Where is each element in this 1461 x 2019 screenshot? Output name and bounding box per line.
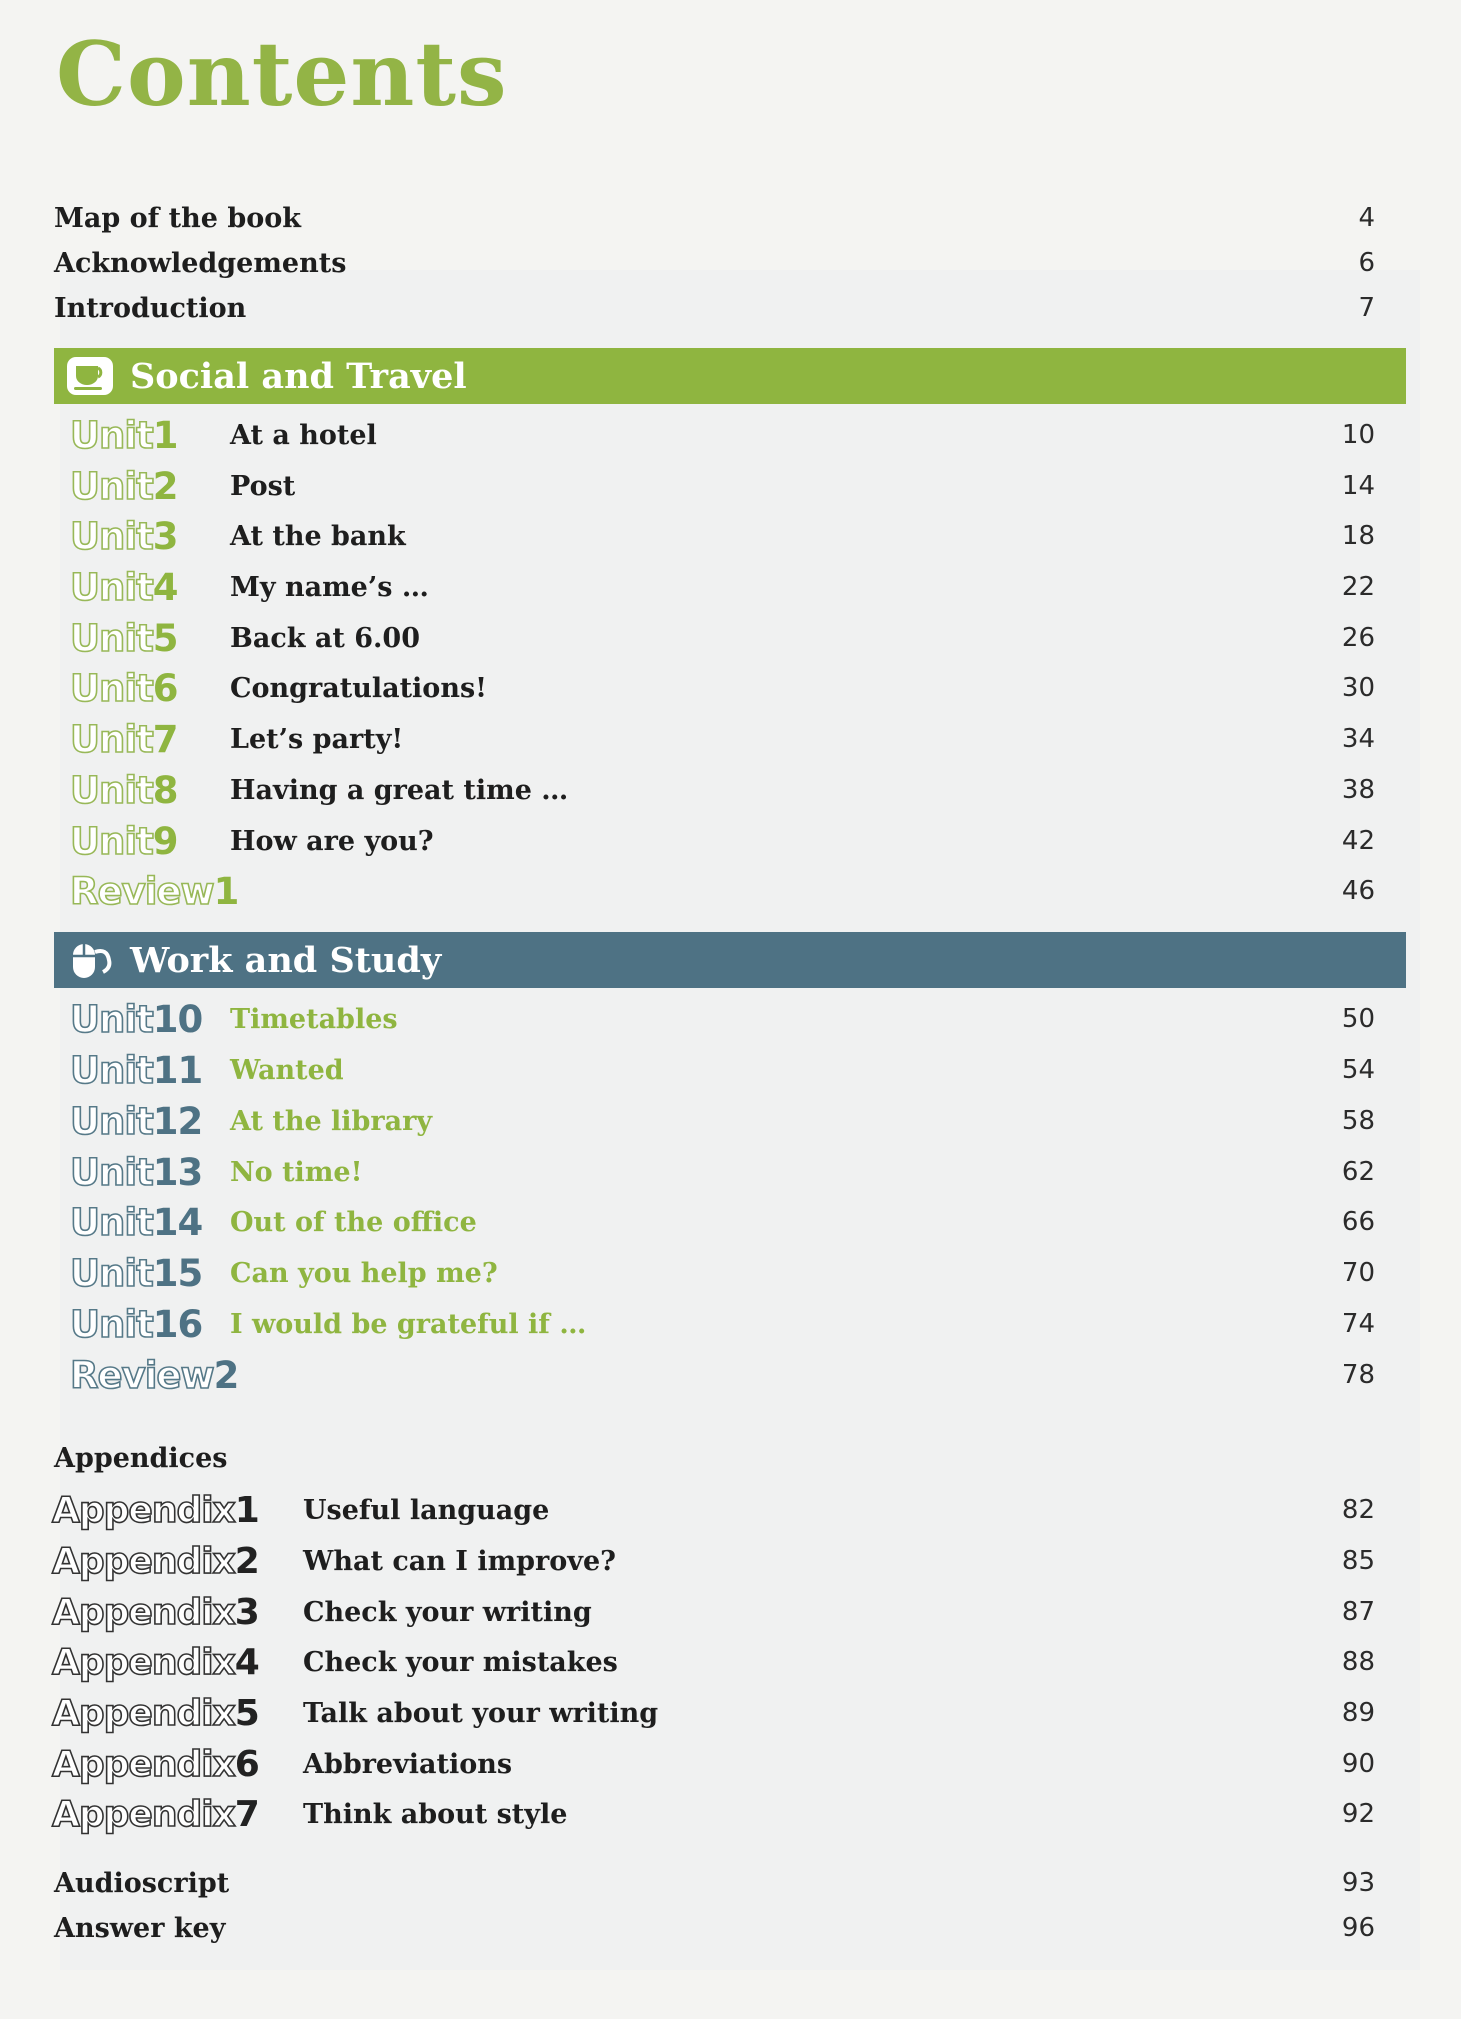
page-number: 66 <box>1341 1207 1375 1237</box>
page-number: 18 <box>1341 521 1375 551</box>
page-number: 22 <box>1341 572 1375 602</box>
appendix-label: Appendix2 <box>52 1540 259 1582</box>
toc-entry-label: Acknowledgements <box>54 247 347 279</box>
appendix-label: Appendix3 <box>52 1591 259 1633</box>
review-entry[interactable] <box>70 867 1375 915</box>
unit-label: Unit5 <box>70 616 178 660</box>
unit-title: At a hotel <box>230 419 377 451</box>
unit-title: Having a great time … <box>230 774 569 806</box>
appendix-entry[interactable] <box>52 1689 1375 1737</box>
unit-title: At the library <box>230 1105 433 1137</box>
unit-entry[interactable] <box>70 614 1375 662</box>
appendix-title: Talk about your writing <box>303 1697 659 1729</box>
unit-label: Unit16 <box>70 1302 203 1346</box>
toc-entry-answer-key[interactable] <box>54 1906 1375 1950</box>
unit-label: Unit1 <box>70 413 178 457</box>
unit-entry[interactable] <box>70 766 1375 814</box>
page-title: Contents <box>56 22 508 126</box>
mouse-icon <box>60 932 120 988</box>
toc-entry-map-of-the-book[interactable] <box>54 196 1375 240</box>
page-number: 93 <box>1341 1868 1375 1898</box>
unit-title: Timetables <box>230 1003 398 1035</box>
unit-entry[interactable] <box>70 1046 1375 1094</box>
appendix-label: Appendix4 <box>52 1641 259 1683</box>
appendix-title: Check your mistakes <box>303 1646 618 1678</box>
unit-entry[interactable] <box>70 1300 1375 1348</box>
page-number: 85 <box>1341 1546 1375 1576</box>
appendices-heading-row <box>54 1436 1375 1480</box>
appendix-title: Abbreviations <box>303 1748 513 1780</box>
page-number: 70 <box>1341 1258 1375 1288</box>
appendix-label: Appendix1 <box>52 1489 259 1531</box>
unit-title: Out of the office <box>230 1206 477 1238</box>
unit-label: Unit2 <box>70 464 178 508</box>
page-number: 74 <box>1341 1309 1375 1339</box>
unit-entry[interactable] <box>70 1249 1375 1297</box>
unit-label: Unit3 <box>70 514 178 558</box>
page-number: 42 <box>1341 826 1375 856</box>
unit-label: Unit6 <box>70 666 178 710</box>
appendix-label: Appendix7 <box>52 1793 259 1835</box>
page-number: 96 <box>1341 1913 1375 1943</box>
toc-entry-label: Answer key <box>54 1912 226 1944</box>
page-number: 26 <box>1341 623 1375 653</box>
appendices-heading: Appendices <box>54 1442 228 1474</box>
page-number: 89 <box>1341 1698 1375 1728</box>
page-number: 54 <box>1341 1055 1375 1085</box>
appendix-title: What can I improve? <box>303 1545 616 1577</box>
page-number: 30 <box>1341 673 1375 703</box>
review-label: Review2 <box>70 1353 239 1397</box>
unit-label: Unit4 <box>70 565 178 609</box>
appendix-entry[interactable] <box>52 1588 1375 1636</box>
page-number: 58 <box>1341 1106 1375 1136</box>
unit-title: At the bank <box>230 520 406 552</box>
page-number: 87 <box>1341 1597 1375 1627</box>
toc-entry-label: Map of the book <box>54 202 301 234</box>
unit-label: Unit15 <box>70 1251 203 1295</box>
page-number: 90 <box>1341 1749 1375 1779</box>
unit-label: Unit11 <box>70 1048 203 1092</box>
appendix-entry[interactable] <box>52 1486 1375 1534</box>
page-number: 6 <box>1358 248 1375 278</box>
unit-label: Unit13 <box>70 1150 203 1194</box>
page-number: 10 <box>1341 420 1375 450</box>
page-number: 62 <box>1341 1157 1375 1187</box>
page-number: 34 <box>1341 724 1375 754</box>
unit-entry[interactable] <box>70 817 1375 865</box>
unit-title: No time! <box>230 1156 363 1188</box>
unit-label: Unit12 <box>70 1099 203 1143</box>
review-entry[interactable] <box>70 1351 1375 1399</box>
unit-title: Let’s party! <box>230 723 404 755</box>
unit-entry[interactable] <box>70 995 1375 1043</box>
toc-entry-acknowledgements[interactable] <box>54 241 1375 285</box>
page-number: 88 <box>1341 1647 1375 1677</box>
unit-entry[interactable] <box>70 411 1375 459</box>
appendix-title: Useful language <box>303 1494 550 1526</box>
unit-title: My name’s … <box>230 571 429 603</box>
unit-title: How are you? <box>230 825 434 857</box>
unit-entry[interactable] <box>70 462 1375 510</box>
appendix-entry[interactable] <box>52 1790 1375 1838</box>
unit-label: Unit7 <box>70 717 178 761</box>
appendix-entry[interactable] <box>52 1537 1375 1585</box>
page-number: 38 <box>1341 775 1375 805</box>
page-number: 14 <box>1341 471 1375 501</box>
page-number: 7 <box>1358 293 1375 323</box>
unit-entry[interactable] <box>70 1097 1375 1145</box>
unit-title: Can you help me? <box>230 1257 498 1289</box>
appendix-title: Think about style <box>303 1798 568 1830</box>
toc-entry-audioscript[interactable] <box>54 1861 1375 1905</box>
unit-title: Back at 6.00 <box>230 622 420 654</box>
page-number: 82 <box>1341 1495 1375 1525</box>
unit-title: Congratulations! <box>230 672 488 704</box>
toc-entry-label: Audioscript <box>54 1867 230 1899</box>
unit-entry[interactable] <box>70 563 1375 611</box>
appendix-title: Check your writing <box>303 1596 592 1628</box>
coffee-cup-icon <box>60 348 120 404</box>
page-number: 46 <box>1341 876 1375 906</box>
review-label: Review1 <box>70 869 239 913</box>
appendix-entry[interactable] <box>52 1740 1375 1788</box>
page-number: 50 <box>1341 1004 1375 1034</box>
unit-entry[interactable] <box>70 1148 1375 1196</box>
appendix-entry[interactable] <box>52 1638 1375 1686</box>
unit-title: Wanted <box>230 1054 344 1086</box>
section-title: Work and Study <box>130 939 442 981</box>
unit-title: I would be grateful if … <box>230 1308 587 1340</box>
unit-entry[interactable] <box>70 664 1375 712</box>
page-number: 78 <box>1341 1360 1375 1390</box>
unit-label: Unit14 <box>70 1200 203 1244</box>
section-header-work-and-study <box>54 932 1406 988</box>
unit-label: Unit8 <box>70 768 178 812</box>
page-number: 4 <box>1358 203 1375 233</box>
unit-entry[interactable] <box>70 1198 1375 1246</box>
unit-title: Post <box>230 470 296 502</box>
unit-label: Unit10 <box>70 997 203 1041</box>
appendix-label: Appendix6 <box>52 1743 259 1785</box>
appendix-label: Appendix5 <box>52 1692 259 1734</box>
unit-entry[interactable] <box>70 512 1375 560</box>
toc-entry-introduction[interactable] <box>54 286 1375 330</box>
unit-entry[interactable] <box>70 715 1375 763</box>
section-title: Social and Travel <box>130 355 467 397</box>
section-header-social-and-travel <box>54 348 1406 404</box>
toc-entry-label: Introduction <box>54 292 247 324</box>
page-number: 92 <box>1341 1799 1375 1829</box>
unit-label: Unit9 <box>70 819 178 863</box>
